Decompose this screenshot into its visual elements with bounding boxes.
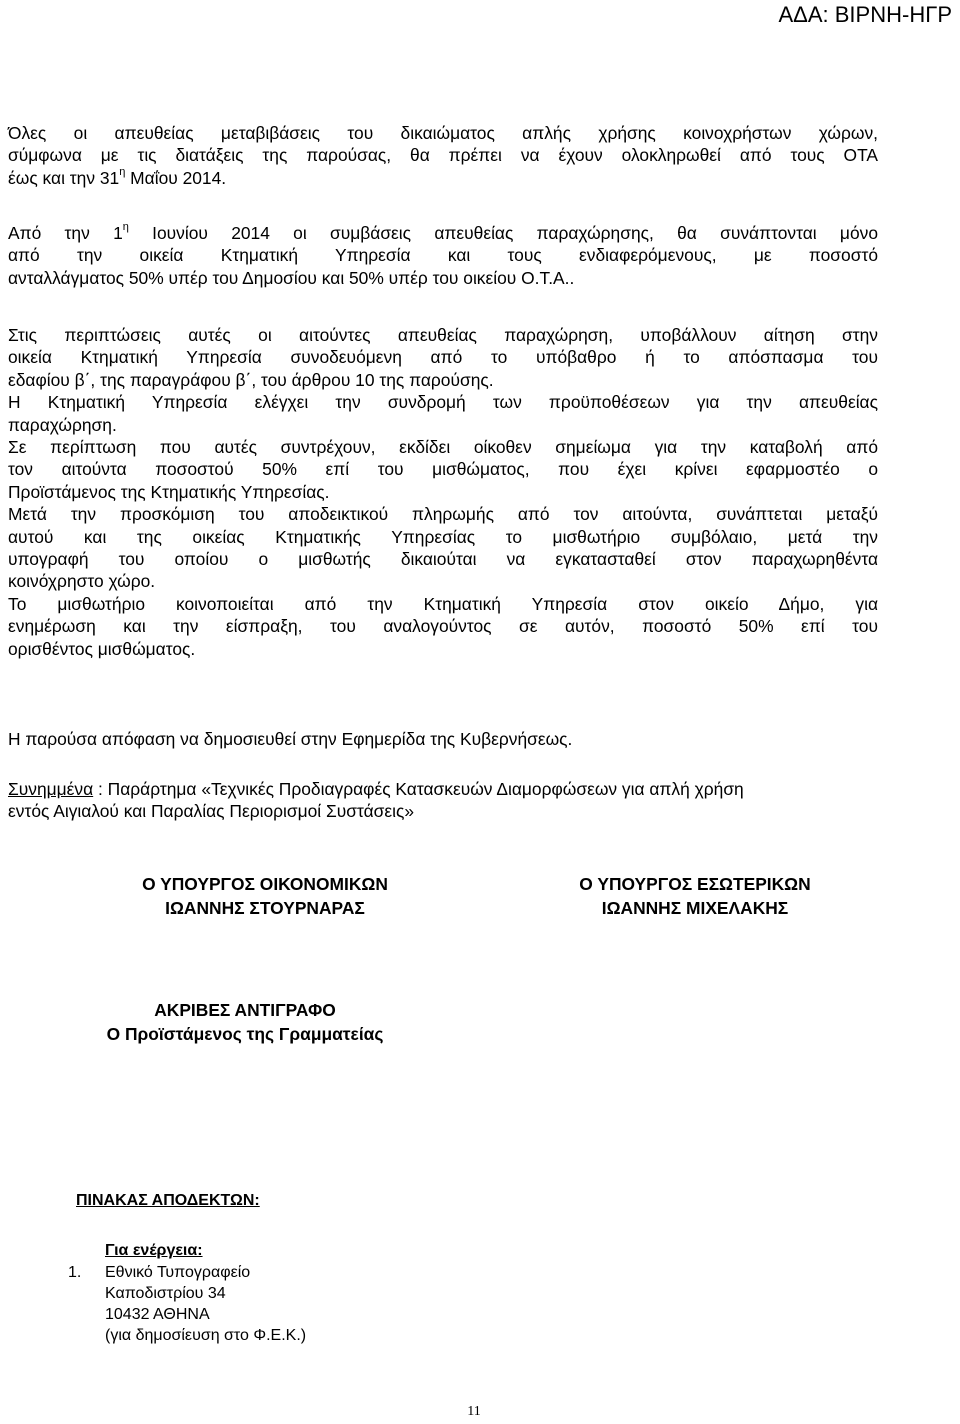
ada-code: ΑΔΑ: ΒΙΡΝΗ-ΗΓΡ [778,2,952,27]
text-line: Συνημμένα : Παράρτημα «Τεχνικές Προδιαγραφές Κατασκευών Διαμορφώσεων για απλή χρήση [8,779,744,799]
text-line: Προϊστάμενος της Κτηματικής Υπηρεσίας. [8,481,330,502]
signatory-title: Ο ΥΠΟΥΡΓΟΣ ΕΣΩΤΕΡΙΚΩΝ [579,874,811,894]
text-line: Από την $1^\eta$ Ιουνίου 2014 οι συμβάσεις απευθείας παραχώρησης, θα συνάπτονται μόνο [8,221,878,243]
recipient-city: 10432 ΑΘΗΝΑ [105,1306,210,1323]
paragraph-procedure [8,324,878,660]
certified-copy [40,998,450,1046]
text-line: εδαφίου β΄, της παραγράφου β΄, του άρθρου 10 της παρούσης. [8,369,494,390]
paragraph-lease-contracts [8,222,878,289]
action-label: Για ενέργεια: [105,1242,203,1259]
text-line: εντός Αιγιαλού και Παραλίας Περιορισμοί Συστάσεις» [8,801,415,822]
text-line: ανταλλάγματος 50% υπέρ του Δημοσίου και 50% υπέρ του οικείου Ο.Τ.Α.. [8,267,575,288]
text-line: Σε περίπτωση που αυτές συντρέχουν, εκδίδει οίκοθεν σημείωμα για την καταβολή από [8,437,878,458]
text-line: έως και την $31^\eta$ Μαΐου 2014. [8,166,227,188]
text-line: Το μισθωτήριο κοινοποιείται από την Κτηματική Υπηρεσία στον οικείο Δήμο, για [8,593,878,614]
text-line: αυτού και της οικείας Κτηματικής Υπηρεσίας το μισθωτήριο συμβόλαιο, μετά την [8,526,878,547]
text-line: υπογραφή του οποίου ο μισθωτής δικαιούται να εγκατασταθεί στον παραχωρηθέντα [8,549,878,570]
signatory-name: ΙΩΑΝΝΗΣ ΣΤΟΥΡΝΑΡΑΣ [165,898,365,918]
recipient-note: (για δημοσίευση στο Φ.Ε.Κ.) [105,1327,307,1344]
paragraph-deadline [8,122,878,189]
paragraph-publication [8,728,878,750]
text-line: Μετά την προσκόμιση του αποδεικτικού πληρωμής από τον αιτούντα, συνάπτεται μεταξύ [8,504,878,525]
recipient-address: Καποδιστρίου 34 [105,1285,226,1302]
text-line: οικεία Κτηματική Υπηρεσία συνοδευόμενη από το υπόβαθρο ή το απόσπασμα του [8,347,878,368]
recipient-block [105,1262,306,1346]
recipients-heading: ΠΙΝΑΚΑΣ ΑΠΟΔΕΚΤΩΝ: [76,1192,260,1209]
certified-subtitle: Ο Προϊστάμενος της Γραμματείας [106,1024,384,1044]
text-line: ορισθέντος μισθώματος. [8,638,196,659]
text-line: παραχώρηση. [8,414,117,435]
signature-left [60,872,470,920]
text-line: ενημέρωση και την είσπραξη, του αναλογούντος σε αυτόν, ποσοστό 50% επί του [8,616,878,637]
signatory-name: ΙΩΑΝΝΗΣ ΜΙΧΕΛΑΚΗΣ [601,898,789,918]
recipient-number: 1. [68,1264,82,1281]
text-line: από την οικεία Κτηματική Υπηρεσία και τους ενδιαφερόμενους, με ποσοστό [8,245,878,266]
signatory-title: Ο ΥΠΟΥΡΓΟΣ ΟΙΚΟΝΟΜΙΚΩΝ [142,874,388,894]
recipient-name: Εθνικό Τυπογραφείο [105,1264,251,1281]
attachment-label: Συνημμένα [8,779,94,799]
signature-right [490,872,900,920]
text-line: Στις περιπτώσεις αυτές οι αιτούντες απευθείας παραχώρηση, υποβάλλουν αίτηση στην [8,325,878,345]
attachment-note [8,778,878,823]
certified-title: ΑΚΡΙΒΕΣ ΑΝΤΙΓΡΑΦΟ [154,1000,336,1020]
text-line: σύμφωνα με τις διατάξεις της παρούσας, θα πρέπει να έχουν ολοκληρωθεί από τους ΟΤΑ [8,145,878,166]
text-line: Η Κτηματική Υπηρεσία ελέγχει την συνδρομή των προϋποθέσεων για την απευθείας [8,392,878,413]
text-line: τον αιτούντα ποσοστού 50% επί του μισθώματος, που έχει κρίνει εφαρμοστέο ο [8,459,878,480]
text-line: Η παρούσα απόφαση να δημοσιευθεί στην Εφημερίδα της Κυβερνήσεως. [8,729,573,749]
page-number: 11 [467,1404,481,1419]
text-line: Όλες οι απευθείας μεταβιβάσεις του δικαιώματος απλής χρήσης κοινοχρήστων χώρων, [8,123,878,143]
text-line: κοινόχρηστο χώρο. [8,571,156,592]
